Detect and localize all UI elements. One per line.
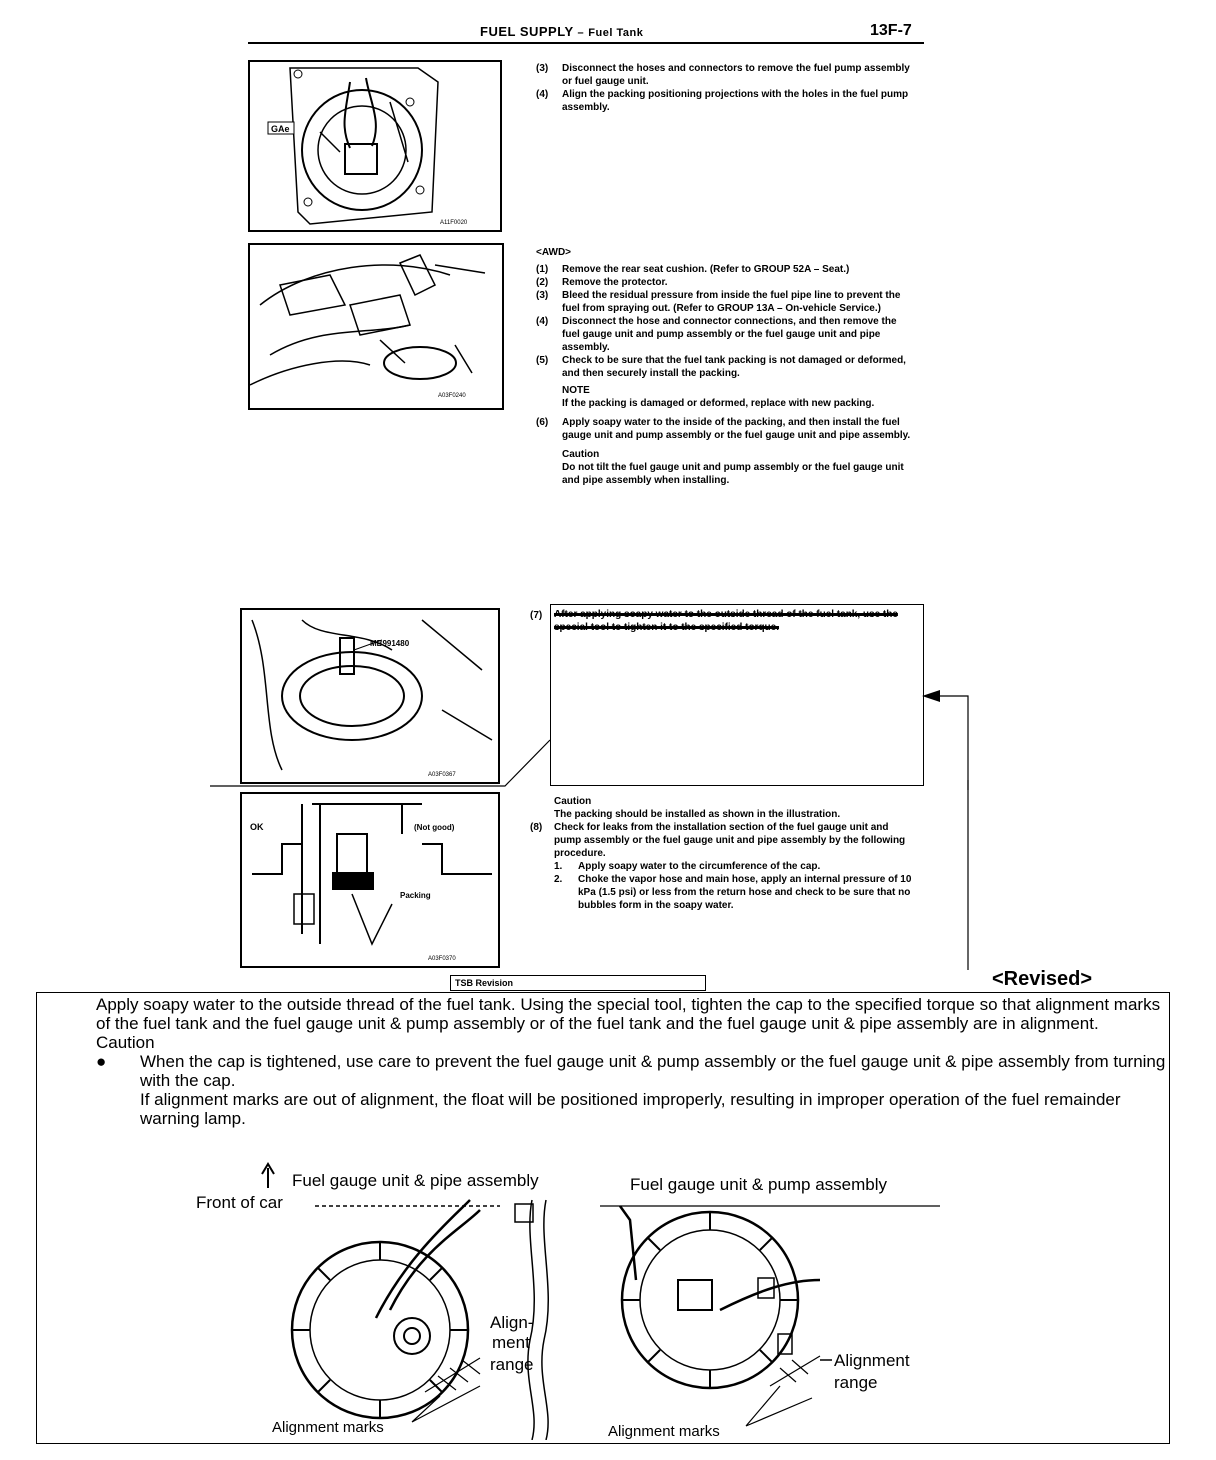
front-of-car-label: Front of car [196,1193,283,1212]
bullet-mark: ● [96,1052,107,1071]
pipe-assembly-label: Fuel gauge unit & pipe assembly [292,1171,539,1190]
revision-arrow-line [960,780,974,970]
figure-awd-protector [248,243,504,410]
step-8-sub-1: 1. Apply soapy water to the circumference of the cap. [554,861,821,872]
revised-caution-label: Caution [96,1033,155,1052]
alignment-diagram [180,1160,980,1440]
step-top-3: (3) Disconnect the hoses and connectors to remove the fuel pump assembly or fuel gauge unit. [536,63,910,87]
alignment-marks-right: Alignment marks [608,1423,720,1440]
awd-caution-label: Caution [562,449,600,460]
revised-bullet-text-1: When the cap is tightened, use care to prevent the fuel gauge unit & pump assembly or the fuel gauge unit & pipe assembly from turning with the cap. [140,1052,1166,1090]
awd-caution-text: Do not tilt the fuel gauge unit and pump assembly or the fuel gauge unit and pipe assembly when installing. [562,462,904,486]
section-name: FUEL SUPPLY [480,24,574,39]
awd-note-label: NOTE [562,385,590,396]
fig1-code: A11F0020 [440,220,468,226]
pump-assembly-label: Fuel gauge unit & pump assembly [630,1175,888,1194]
awd-step-6: (6) Apply soapy water to the inside of the packing, and then install the fuel gauge unit and pump assembly or the fuel gauge unit and pipe assembly. [536,417,911,441]
fig3-code: A03F0367 [428,772,456,778]
alignment-range-left-2: ment [492,1333,530,1352]
figure-packing [240,792,500,968]
awd-step-1: (1) Remove the rear seat cushion. (Refer to GROUP 52A – Seat.) [536,264,850,275]
fig4-code: A03F0370 [428,956,456,962]
awd-heading: <AWD> [536,247,572,258]
step-top-4: (4) Align the packing positioning projections with the holes in the fuel pump assembly. [536,89,909,113]
alignment-marks-left: Alignment marks [272,1419,384,1436]
revised-bullet-text-2: If alignment marks are out of alignment, the float will be positioned improperly, resulting in improper operation of the fuel remainder warning lamp. [140,1090,1121,1128]
step-8-sub-2: 2. Choke the vapor hose and main hose, apply an internal pressure of 10 kPa (1.5 psi) or less from the return hose and check to be sure that no bubbles form in the soapy water. [554,874,912,911]
revision-callout-lines [200,600,980,790]
fig2-code: A03F0240 [438,393,466,399]
awd-step-2: (2) Remove the protector. [536,277,668,288]
tsb-revision-label: TSB Revision [450,975,706,991]
pump-removal-illustration [250,62,500,230]
subsection-name: Fuel Tank [588,27,644,39]
lower-procedure [530,795,912,912]
alignment-range-left-3: range [490,1355,534,1374]
awd-protector-illustration [250,245,502,408]
fig1-callout: GAe [271,124,290,134]
pipe-assembly-unit [292,1200,533,1418]
alignment-range-right-2: range [834,1373,878,1392]
fig4-not-good-label: (Not good) [414,823,455,832]
header-divider [248,42,924,44]
awd-procedure [536,246,916,487]
pump-assembly-unit [620,1206,820,1388]
alignment-range-right-1: Alignment [834,1351,910,1370]
awd-note-text: If the packing is damaged or deformed, replace with new packing. [562,398,875,409]
page-header-title [480,24,643,39]
fig3-tool-label: MB991480 [370,639,410,648]
awd-step-5: (5) Check to be sure that the fuel tank packing is not damaged or deformed, and then securely install the packing. [536,355,906,379]
revised-paragraph: Apply soapy water to the outside thread of the fuel tank. Using the special tool, tighten the cap to the specified torque so that alignment marks of the fuel tank and the fuel gauge unit & pump assembly or of the fuel tank and the fuel gauge unit & pipe assembly are in alignment. [96,995,1161,1033]
awd-step-7-struck: After applying soapy water to the outside thread of the fuel tank, use the special tool to tighten it to the specified torque. [554,609,898,633]
lower-caution-label: Caution [554,796,592,807]
figure-pump-removal [248,60,502,232]
packing-illustration [242,794,498,966]
revised-bullet [96,1052,1168,1128]
awd-step-7-num: (7) [530,610,543,621]
header-dash: – [577,27,585,39]
awd-step-3: (3) Bleed the residual pressure from inside the fuel pipe line to prevent the fuel from spraying out. (Refer to GROUP 13A – On-vehicle Service.) [536,290,901,314]
revised-label: <Revised> [992,968,1093,990]
steps-top [536,62,920,114]
fig4-packing-label: Packing [400,891,431,900]
page-number: 13F-7 [870,22,912,39]
fig4-ok-label: OK [250,822,264,832]
lower-caution-text: The packing should be installed as shown in the illustration. [554,809,841,820]
awd-step-4: (4) Disconnect the hose and connector connections, and then remove the fuel gauge unit and pump assembly or the fuel gauge unit and pipe assembly. [536,316,897,353]
alignment-range-left-1: Align- [490,1313,534,1332]
step-8: (8) Check for leaks from the installation section of the fuel gauge unit and pump assembly or the fuel gauge unit and pipe assembly by the following procedure. [530,822,906,859]
front-arrow [262,1164,274,1188]
revised-text [96,995,1168,1128]
